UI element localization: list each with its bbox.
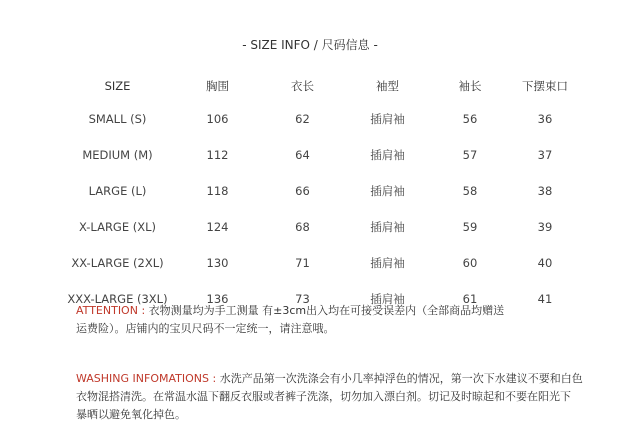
table-row [60, 101, 580, 137]
header-size: SIZE [104, 79, 131, 93]
cell-size: XX-LARGE (2XL) [71, 256, 164, 270]
cell-chest: 130 [206, 256, 229, 270]
cell-sleeve-length: 60 [462, 256, 478, 270]
attention-text-line2: 运费险）。店铺内的宝贝尺码不一定统一，请注意哦。 [76, 322, 335, 335]
cell-size: MEDIUM (M) [82, 148, 153, 162]
attention-note [76, 302, 596, 338]
cell-sleeve-length: 56 [462, 112, 478, 126]
washing-text-line1: 水洗产品第一次洗涤会有小几率掉浮色的情况，第一次下水建议不要和白色 [216, 372, 583, 385]
washing-text-line3: 暴晒以避免氧化掉色。 [76, 408, 186, 421]
washing-label: WASHING INFOMATIONS : [76, 372, 217, 385]
header-hem: 下摆束口 [522, 79, 568, 93]
cell-chest: 118 [206, 184, 229, 198]
cell-sleeve-type: 插肩袖 [370, 148, 405, 162]
cell-length: 66 [295, 184, 310, 198]
cell-size: X-LARGE (XL) [78, 220, 157, 234]
cell-size: XXX-LARGE (3XL) [67, 292, 168, 306]
table-row [60, 245, 580, 281]
cell-sleeve-type: 插肩袖 [370, 256, 405, 270]
header-sleeve-length: 袖长 [458, 79, 482, 93]
cell-hem: 38 [537, 184, 553, 198]
table-row [60, 209, 580, 245]
washing-note [76, 370, 596, 424]
table-row [60, 173, 580, 209]
cell-hem: 36 [537, 112, 553, 126]
header-length: 衣长 [291, 79, 314, 93]
cell-hem: 40 [537, 256, 553, 270]
cell-chest: 136 [206, 292, 229, 306]
cell-length: 71 [295, 256, 310, 270]
cell-hem: 39 [537, 220, 553, 234]
cell-sleeve-type: 插肩袖 [370, 112, 405, 126]
cell-chest: 106 [206, 112, 229, 126]
attention-text-line1: 衣物测量均为手工测量 有±3cm出入均在可接受误差内（全部商品均赠送 [145, 304, 505, 317]
cell-chest: 124 [206, 220, 229, 234]
cell-chest: 112 [206, 148, 229, 162]
table-row [60, 137, 580, 173]
page-title: - SIZE INFO / 尺码信息 - [242, 38, 378, 52]
cell-sleeve-length: 57 [462, 148, 478, 162]
cell-sleeve-length: 61 [462, 292, 478, 306]
cell-sleeve-type: 插肩袖 [370, 220, 405, 234]
cell-hem: 37 [537, 148, 553, 162]
header-chest: 胸围 [206, 79, 229, 93]
washing-text-line2: 衣物混搭清洗。在常温水温下翻反衣服或者裤子洗涤，切勿加入漂白剂。切记及时晾起和不要在阳光下 [76, 390, 571, 403]
cell-length: 68 [295, 220, 310, 234]
size-table [60, 71, 580, 317]
cell-sleeve-type: 插肩袖 [370, 184, 405, 198]
cell-size: LARGE (L) [88, 184, 147, 198]
cell-size: SMALL (S) [88, 112, 147, 126]
cell-hem: 41 [537, 292, 553, 306]
cell-sleeve-type: 插肩袖 [370, 292, 405, 306]
cell-sleeve-length: 59 [462, 220, 478, 234]
table-header-row [60, 71, 580, 101]
header-sleeve-type: 袖型 [376, 79, 399, 93]
cell-length: 62 [295, 112, 310, 126]
cell-length: 73 [295, 292, 310, 306]
cell-sleeve-length: 58 [462, 184, 478, 198]
cell-length: 64 [295, 148, 310, 162]
attention-label: ATTENTION : [76, 304, 146, 317]
